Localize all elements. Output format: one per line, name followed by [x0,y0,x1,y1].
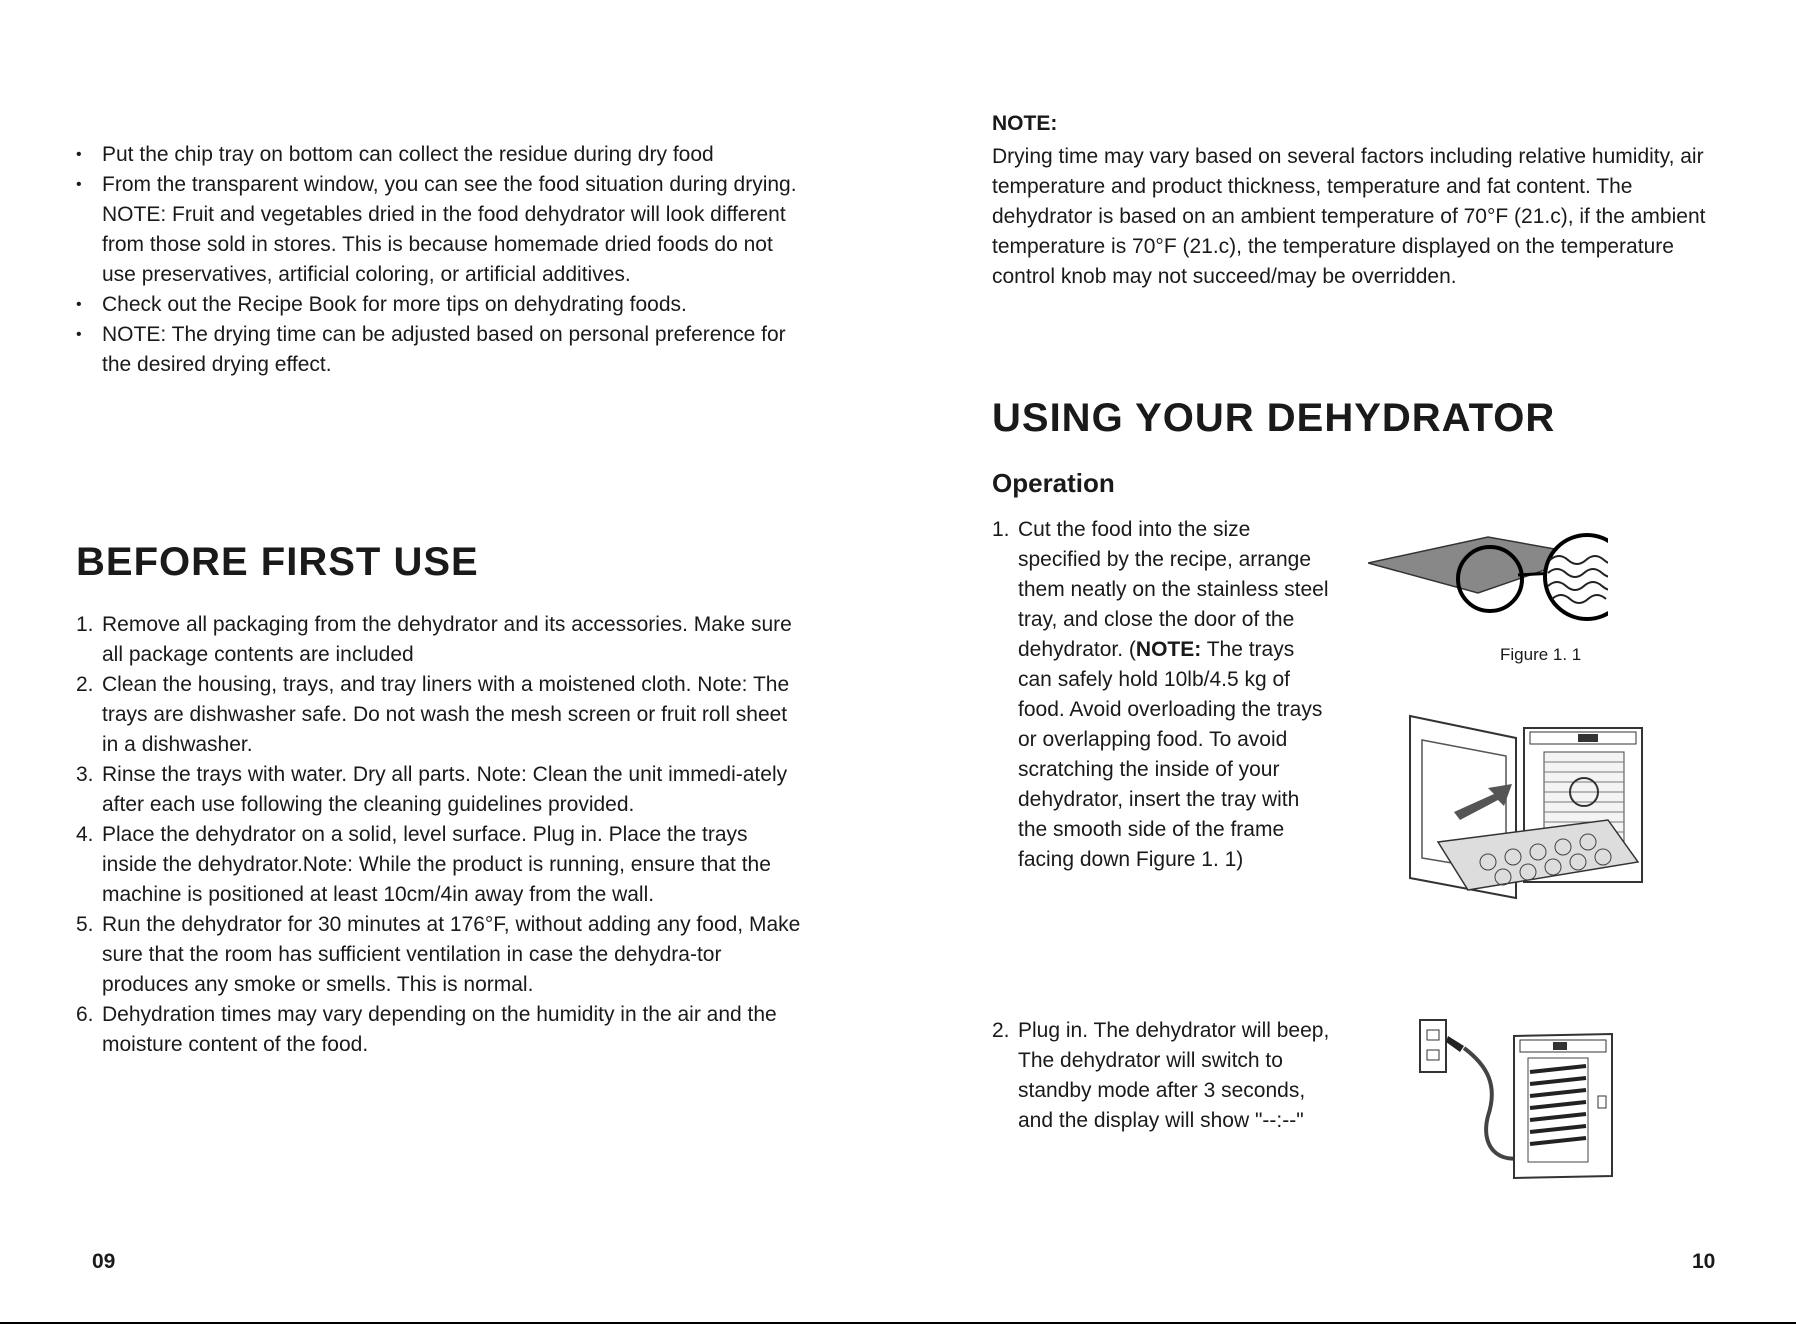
step-text: Plug in. The dehydrator will beep, The dehydrator will switch to standby mode after 3 seconds, and the display will show "--:--" [1018,1019,1330,1132]
right-page [898,0,1796,1324]
step-number: 2. [992,1019,1010,1042]
step-text: Place the dehydrator on a solid, level surface. Plug in. Place the trays inside the dehydrator.Note: While the product is running, ensure that the machine is positioned at least 10cm/4in away from the wall. [102,823,771,906]
step-number: 5. [76,913,94,936]
step-text: Run the dehydrator for 30 minutes at 176°F, without adding any food, Make sure that the room has sufficient ventilation in case the dehydra-tor produces any smoke or smells. This is normal. [102,913,801,996]
operation-subhead: Operation [992,468,1115,498]
operation-step-1 [992,515,1332,875]
step-item [76,910,806,1000]
step-item [76,670,806,760]
step-text: The trays can safely hold 10lb/4.5 kg of food. Avoid overloading the trays or overlapping food. To avoid scratching the inside of your dehydrator, insert the tray with the smooth side of the frame facing down Figure 1. 1) [1018,638,1323,871]
step-text: Dehydration times may vary depending on the humidity in the air and the moisture content of the food. [102,1003,777,1056]
step-number: 2. [76,673,94,696]
step-item [992,1016,1332,1136]
step-item [76,820,806,910]
step-number: 4. [76,823,94,846]
step-text: Rinse the trays with water. Dry all parts. Note: Clean the unit immedi-ately after each use following the cleaning guidelines provided. [102,763,788,816]
note-title: NOTE: [992,112,1058,135]
bullet-item: • Check out the Recipe Book for more tips on dehydrating foods. [76,290,806,320]
tips-bullet-list [76,140,806,380]
note-text: Drying time may vary based on several factors including relative humidity, air temperature and product thickness, temperature and fat content. The dehydrator is based on an ambient temperature of 70°F (21.c), if the ambient temperature is 70°F (21.c), the temperature displayed on the temperature control knob may not succeed/may be overridden. [992,145,1706,288]
step-item [76,610,806,670]
step-item [76,1000,806,1060]
step-text: Cut the food into the size specified by the recipe, arrange them neatly on the stainless steel tray, and close the door of the dehydrator. ( [1018,518,1329,661]
step-number: 1. [992,518,1010,541]
before-first-use-title: BEFORE FIRST USE [76,540,479,584]
using-dehydrator-title: USING YOUR DEHYDRATOR [992,396,1556,440]
step-item [992,515,1332,875]
bullet-item: • From the transparent window, you can see the food situation during drying. NOTE: Fruit and vegetables dried in the food dehydrator will look different from those sold in stores. This is because homemade dried foods do not use preservatives, artificial coloring, or artificial additives. [76,170,806,290]
tray-insertion-illustration [1408,712,1648,902]
bullet-item: • Put the chip tray on bottom can collect the residue during dry food [76,140,806,170]
step-number: 3. [76,763,94,786]
operation-step-2 [992,1016,1332,1136]
page-number-right: 10 [1692,1250,1716,1273]
before-first-use-steps [76,610,806,1060]
plug-in-illustration [1418,1016,1618,1186]
mesh-sheet-illustration [1368,515,1608,635]
figure-caption: Figure 1. 1 [1500,645,1582,664]
step-text: Remove all packaging from the dehydrator and its accessories. Make sure all package contents are included [102,613,792,666]
page-number-left: 09 [92,1250,116,1273]
step-item [76,760,806,820]
note-label: NOTE: [1135,638,1202,661]
step-text: Clean the housing, trays, and tray liners with a moistened cloth. Note: The trays are dishwasher safe. Do not wash the mesh screen or fruit roll sheet in a dishwasher. [102,673,790,756]
bullet-item: • NOTE: The drying time can be adjusted based on personal preference for the desired drying effect. [76,320,806,380]
step-number: 1. [76,613,94,636]
step-number: 6. [76,1003,94,1026]
